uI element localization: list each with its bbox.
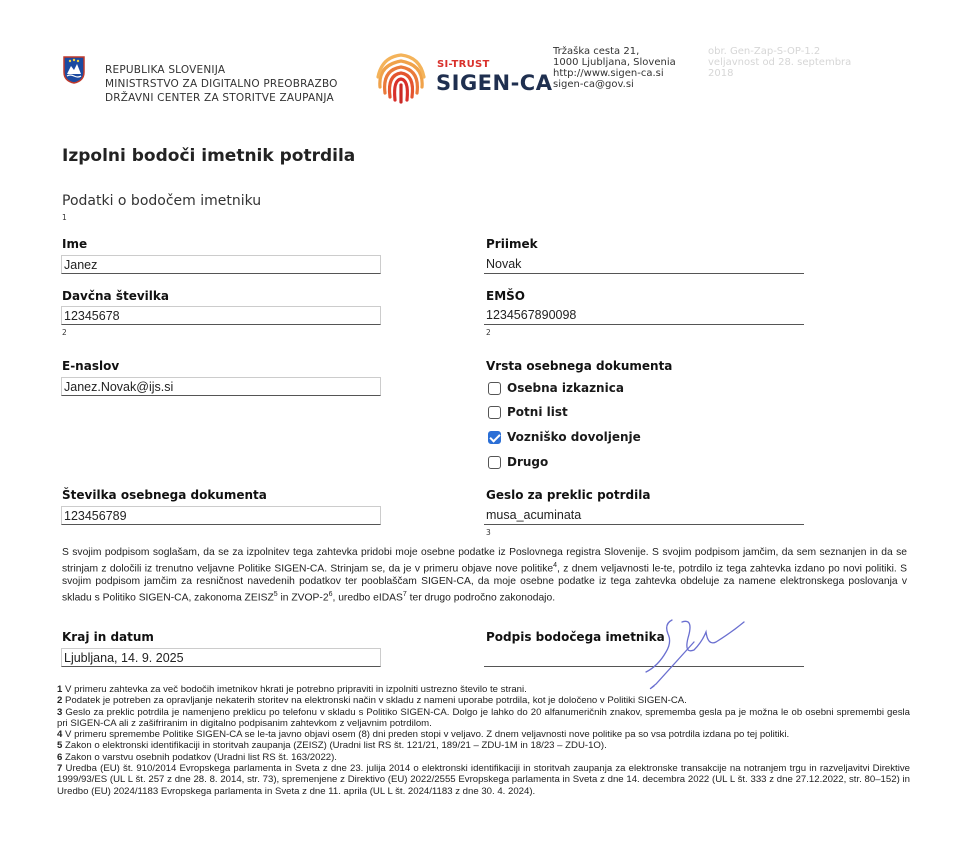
consent-text: S svojim podpisom soglašam, da se za izpolnitev tega zahtevka pridobi moje osebne podatke iz Poslovnega registra Slovenije. S svojim podpisom jamčim, da sem seznanjen in da se strinjam z določili iz trenutno veljavne Politike SIGEN-CA. Strinjam se, da je v primeru objave nove politike bbox=[62, 547, 907, 575]
footnote-marker: 2 bbox=[486, 328, 491, 337]
priimek-label: Priimek bbox=[486, 237, 538, 251]
kraj-field[interactable]: Ljubljana, 14. 9. 2025 bbox=[61, 648, 381, 667]
doc-ref-line: 2018 bbox=[708, 68, 734, 79]
gov-line-2: MINISTRSTVO ZA DIGITALNO PREOBRAZBO bbox=[105, 78, 338, 90]
footnote-number: 3 bbox=[57, 706, 63, 718]
footnote-text: V primeru zahtevka za več bodočih imetnikov hkrati je potrebno pripraviti in izpolniti ustrezno število te strani. bbox=[62, 684, 527, 695]
consent-text: ter drugo področno zakonodajo. bbox=[406, 592, 556, 604]
footnote-item bbox=[57, 752, 910, 763]
email-link[interactable]: sigen-ca@gov.si bbox=[553, 79, 634, 90]
option-osebna-izkaznica[interactable] bbox=[488, 381, 624, 395]
footnote-text: Geslo za preklic potrdila je namenjeno preklicu po telefonu v skladu s Politiko SIGEN-CA. Dolgo je lahko do 20 alfanumeričnih znakov, sprememba gesla pa je možna le ob osebni spremembi gesla pri SIGEN-CA ali z zašifriranim in digitalno podpisanim zahtevkom z veljavnim potrdilom. bbox=[57, 706, 910, 729]
contact-address bbox=[553, 46, 676, 90]
option-label: Vozniško dovoljenje bbox=[507, 430, 641, 444]
ime-field[interactable]: Janez bbox=[61, 255, 381, 274]
footnote-ref: 4 bbox=[553, 561, 558, 569]
checkbox-unchecked[interactable] bbox=[488, 456, 501, 469]
option-label: Potni list bbox=[507, 405, 568, 419]
document-type-label: Vrsta osebnega dokumenta bbox=[486, 359, 673, 373]
website-link[interactable]: http://www.sigen-ca.si bbox=[553, 68, 664, 79]
checkbox-unchecked[interactable] bbox=[488, 406, 501, 419]
dokument-st-label: Številka osebnega dokumenta bbox=[62, 488, 267, 502]
footnote-item bbox=[57, 707, 910, 730]
footnote-item bbox=[57, 684, 910, 695]
footnote-marker: 3 bbox=[486, 528, 491, 537]
brand-si-trust: SI-TRUST bbox=[437, 59, 490, 70]
brand-sigen-ca: SIGEN-CA bbox=[436, 71, 553, 95]
footnote-number: 2 bbox=[57, 695, 63, 707]
consent-text: , z dnem veljavnosti le-te, potrdilo iz tega zahtevka izdano po novi politiki. S svojim podpisom jamčim za resničnost navedenih podatkov ter pooblaščam SIGEN-CA, da moje osebne podatke iz tega zahtevka obdeluje za namene elektronskega poslovanja v skladu s Politiko SIGEN-CA, zakonoma ZEISZ bbox=[62, 563, 907, 604]
footnote-text: Zakon o varstvu osebnih podatkov (Uradni list RS št. 163/2022). bbox=[62, 751, 337, 763]
footnote-item bbox=[57, 729, 910, 740]
geslo-field[interactable]: musa_acuminata bbox=[484, 506, 804, 525]
emso-label: EMŠO bbox=[486, 289, 525, 303]
footnote-ref: 7 bbox=[402, 590, 407, 598]
checkbox-checked[interactable] bbox=[488, 431, 501, 444]
davcna-field[interactable]: 12345678 bbox=[61, 306, 381, 325]
geslo-label: Geslo za preklic potrdila bbox=[486, 488, 651, 502]
footnote-ref: 6 bbox=[328, 590, 333, 598]
option-label: Osebna izkaznica bbox=[507, 381, 624, 395]
footnote-marker: 1 bbox=[62, 213, 67, 222]
ime-label: Ime bbox=[62, 237, 88, 251]
document-reference bbox=[708, 46, 851, 79]
address-line: 1000 Ljubljana, Slovenia bbox=[553, 57, 676, 68]
email-label: E-naslov bbox=[62, 359, 120, 373]
dokument-st-field[interactable]: 123456789 bbox=[61, 506, 381, 525]
page-title: Izpolni bodoči imetnik potrdila bbox=[62, 146, 356, 166]
footnotes bbox=[57, 684, 910, 797]
fingerprint-logo-icon bbox=[372, 49, 430, 107]
consent-paragraph bbox=[62, 547, 907, 605]
option-vozinsko-dovoljenje[interactable] bbox=[488, 430, 641, 444]
doc-ref-line: veljavnost od 28. septembra bbox=[708, 57, 852, 68]
handwritten-signature bbox=[636, 612, 776, 692]
checkbox-unchecked[interactable] bbox=[488, 382, 501, 395]
footnote-text: Zakon o elektronski identifikaciji in storitvah zaupanja (ZEISZ) (Uradni list RS št. 121/21, 189/21 – ZDU-1M in 18/23 – ZDU-1O). bbox=[62, 740, 607, 752]
footnote-item bbox=[57, 740, 910, 751]
option-label: Drugo bbox=[507, 455, 549, 469]
ministry-name bbox=[105, 63, 338, 105]
email-field[interactable]: Janez.Novak@ijs.si bbox=[61, 377, 381, 396]
gov-line-1: REPUBLIKA SLOVENIJA bbox=[105, 64, 226, 76]
footnote-item bbox=[57, 763, 910, 797]
slovenia-crest-icon bbox=[63, 56, 85, 84]
footnote-item bbox=[57, 695, 910, 706]
podpis-label: Podpis bodočega imetnika bbox=[486, 630, 665, 644]
footnote-number: 6 bbox=[57, 751, 63, 763]
consent-text: in ZVOP-2 bbox=[277, 592, 329, 604]
footnote-number: 4 bbox=[57, 729, 63, 741]
kraj-label: Kraj in datum bbox=[62, 630, 154, 644]
option-drugo[interactable] bbox=[488, 455, 548, 469]
address-line: Tržaška cesta 21, bbox=[553, 46, 640, 57]
footnote-marker: 2 bbox=[62, 328, 67, 337]
footnote-text: V primeru spremembe Politike SIGEN-CA se le-ta javno objavi osem (8) dni preden stopi v veljavo. Z dnem veljavnosti nove politike pa so vsa potrdila izdana po tej politiki. bbox=[62, 729, 790, 741]
footnote-number: 7 bbox=[57, 763, 63, 775]
consent-text: , uredbo eIDAS bbox=[332, 592, 403, 604]
davcna-label: Davčna številka bbox=[62, 289, 169, 303]
footnote-ref: 5 bbox=[273, 590, 278, 598]
footnote-text: Podatek je potreben za opravljanje nekaterih storitev na elektronski način v skladu z nameni uporabe potrdila, kot je določeno v Politiki SIGEN-CA. bbox=[62, 695, 687, 707]
doc-ref-line: obr. Gen-Zap-S-OP-1.2 bbox=[708, 46, 821, 57]
footnote-number: 1 bbox=[57, 684, 63, 695]
section-title: Podatki o bodočem imetniku bbox=[62, 193, 262, 209]
priimek-field[interactable]: Novak bbox=[484, 255, 804, 274]
footnote-text: Uredba (EU) št. 910/2014 Evropskega parlamenta in Sveta z dne 23. julija 2014 o elektronski identifikaciji in storitvah zaupanja za elektronske transakcije na notranjem trgu in razveljavitvi Direktive 1999/93/ES (UL L št. 257 z dne 28. 8. 2014, str. 73), spremenjene z Direktivo (EU) 2022/2555 Evropskega parlamenta in Sveta z dne 14. decembra 2022 (UL L št. 333 z dne 27.12.2022, str. 80–152) in Uredbo (EU) 2024/1183 Evropskega parlamenta in Sveta z dne 11. aprila (UL L št. 2024/1183 z dne 30. 4. 2024). bbox=[57, 763, 910, 797]
emso-field[interactable]: 1234567890098 bbox=[484, 306, 804, 325]
option-potni-list[interactable] bbox=[488, 405, 568, 419]
footnote-number: 5 bbox=[57, 740, 63, 752]
gov-line-3: DRŽAVNI CENTER ZA STORITVE ZAUPANJA bbox=[105, 92, 334, 104]
